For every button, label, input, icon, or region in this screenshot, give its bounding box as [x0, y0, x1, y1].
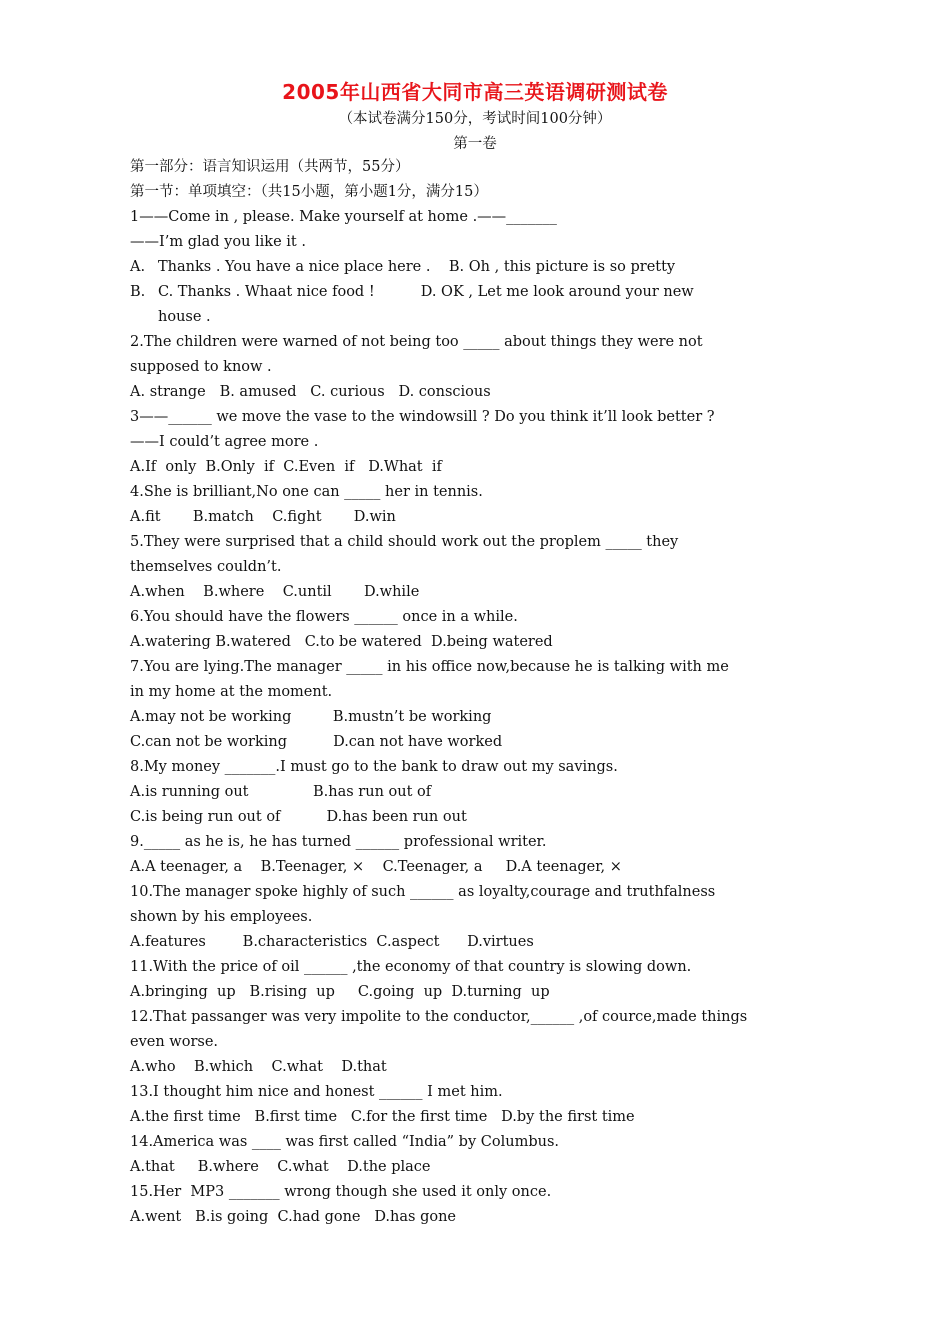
question-1-stem: 1——Come in , please. Make yourself at home .——_______	[130, 209, 557, 225]
text-line: A.If only B.Only if C.Even if D.What if	[130, 459, 442, 475]
text-line: 10.The manager spoke highly of such ______ as loyalty,courage and truthfalness	[130, 884, 716, 900]
text-line: 3——______ we move the vase to the windowsill ? Do you think it’ll look better ?	[130, 409, 715, 425]
text-line: A.bringing up B.rising up C.going up D.turning up	[130, 984, 550, 1000]
text-line: A.may not be working B.mustn’t be working	[130, 709, 492, 725]
text-line: C.can not be working D.can not have worked	[130, 734, 503, 750]
list-label-b: B.	[130, 284, 146, 300]
text-line: themselves couldn’t.	[130, 559, 282, 575]
text-line: 7.You are lying.The manager _____ in his office now,because he is talking with me	[130, 659, 729, 675]
text-line: 11.With the price of oil ______ ,the economy of that country is slowing down.	[130, 959, 692, 975]
text-line: A.when B.where C.until D.while	[130, 584, 420, 600]
option-text: C. Thanks . Whaat nice food ! D. OK , Let me look around your new	[158, 284, 694, 300]
text-line: A.that B.where C.what D.the place	[130, 1159, 431, 1175]
text-line: 8.My money _______.I must go to the bank to draw out my savings.	[130, 759, 618, 775]
option-text: Thanks . You have a nice place here . B. Oh , this picture is so pretty	[158, 259, 676, 275]
text-line: even worse.	[130, 1034, 219, 1050]
exam-body	[130, 155, 820, 1230]
page-title: 2005年山西省大同市高三英语调研测试卷	[282, 80, 668, 104]
question-1-options-row-a	[130, 255, 820, 280]
volume-heading: 第一卷	[453, 136, 497, 152]
text-line: A.watering B.watered C.to be watered D.being watered	[130, 634, 553, 650]
text-line: 14.America was ____ was first called “India” by Columbus.	[130, 1134, 559, 1150]
exam-info: （本试卷满分150分，考试时间100分钟）	[338, 111, 612, 127]
section-heading: 第一节：单项填空：（共15小题，第小题1分，满分15）	[130, 184, 488, 200]
text-line: 6.You should have the flowers ______ once in a while.	[130, 609, 518, 625]
list-label-a: A.	[130, 259, 146, 275]
text-line: A.the first time B.first time C.for the first time D.by the first time	[130, 1109, 635, 1125]
text-line: shown by his employees.	[130, 909, 313, 925]
text-line: in my home at the moment.	[130, 684, 333, 700]
text-line: C.is being run out of D.has been run out	[130, 809, 467, 825]
question-1-options-row-b	[130, 280, 820, 305]
text-line: A.who B.which C.what D.that	[130, 1059, 387, 1075]
text-line: 4.She is brilliant,No one can _____ her in tennis.	[130, 484, 483, 500]
text-line: 9._____ as he is, he has turned ______ professional writer.	[130, 834, 547, 850]
question-1-reply: ——I’m glad you like it .	[130, 234, 306, 250]
text-line: A.went B.is going C.had gone D.has gone	[130, 1209, 457, 1225]
text-line: ——I could’t agree more .	[130, 434, 319, 450]
text-line: A.A teenager, a B.Teenager, × C.Teenager, a D.A teenager, ×	[130, 859, 622, 875]
text-line: A. strange B. amused C. curious D. conscious	[130, 384, 491, 400]
text-line: 13.I thought him nice and honest ______ I met him.	[130, 1084, 503, 1100]
text-line: A.is running out B.has run out of	[130, 784, 432, 800]
text-line: 15.Her MP3 _______ wrong though she used it only once.	[130, 1184, 552, 1200]
text-line: 12.That passanger was very impolite to the conductor,______ ,of cource,made things	[130, 1009, 748, 1025]
question-1-options-row-b-cont: house .	[158, 309, 211, 325]
text-line: 5.They were surprised that a child should work out the proplem _____ they	[130, 534, 679, 550]
text-line: A.features B.characteristics C.aspect D.virtues	[130, 934, 534, 950]
text-line: supposed to know .	[130, 359, 272, 375]
text-line: 2.The children were warned of not being too _____ about things they were not	[130, 334, 703, 350]
text-line: A.fit B.match C.fight D.win	[130, 509, 396, 525]
part-heading: 第一部分：语言知识运用（共两节，55分）	[130, 159, 410, 175]
